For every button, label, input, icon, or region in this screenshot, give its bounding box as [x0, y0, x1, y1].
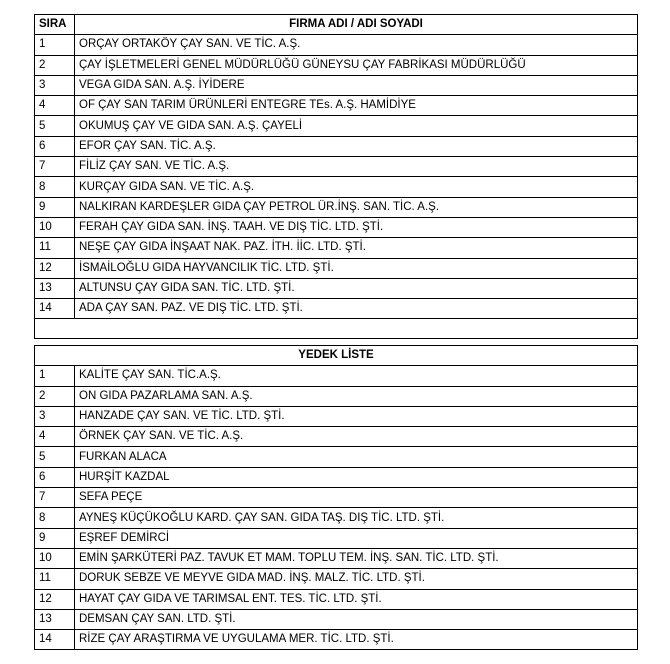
row-number: 1 [35, 366, 75, 386]
table-row [35, 299, 638, 319]
row-number: 2 [35, 386, 75, 406]
table-row [35, 569, 638, 589]
table-row [35, 96, 638, 116]
table-row [35, 406, 638, 426]
row-number: 3 [35, 406, 75, 426]
table-row [35, 488, 638, 508]
company-name: AYNEŞ KÜÇÜKOĞLU KARD. ÇAY SAN. GIDA TAŞ. DIŞ TİC. LTD. ŞTİ. [75, 508, 638, 528]
row-number: 5 [35, 447, 75, 467]
table-row [35, 177, 638, 197]
header-sira: SIRA [35, 15, 75, 35]
table-row [35, 508, 638, 528]
row-number: 13 [35, 609, 75, 629]
company-name: KURÇAY GIDA SAN. VE TİC. A.Ş. [75, 177, 638, 197]
table-row [35, 55, 638, 75]
row-number: 13 [35, 278, 75, 298]
company-name: EFOR ÇAY SAN. TİC. A.Ş. [75, 136, 638, 156]
table-row [35, 35, 638, 55]
header-row [35, 15, 638, 35]
reserve-list-table [34, 345, 638, 650]
row-number: 9 [35, 528, 75, 548]
table-row [35, 197, 638, 217]
table-row [35, 548, 638, 568]
table-row [35, 136, 638, 156]
company-name: NALKIRAN KARDEŞLER GIDA ÇAY PETROL ÜR.İNŞ. SAN. TİC. A.Ş. [75, 197, 638, 217]
company-name: OKUMUŞ ÇAY VE GIDA SAN. A.Ş. ÇAYELİ [75, 116, 638, 136]
blank-row [35, 319, 638, 339]
company-name: FİLİZ ÇAY SAN. VE TİC. A.Ş. [75, 157, 638, 177]
table-row [35, 467, 638, 487]
table-row [35, 366, 638, 386]
company-name: VEGA GIDA SAN. A.Ş. İYİDERE [75, 75, 638, 95]
row-number: 11 [35, 238, 75, 258]
table-row [35, 386, 638, 406]
table-row [35, 589, 638, 609]
company-name: RİZE ÇAY ARAŞTIRMA VE UYGULAMA MER. TİC. LTD. ŞTİ. [75, 630, 638, 650]
company-name: SEFA PEÇE [75, 488, 638, 508]
table-row [35, 630, 638, 650]
row-number: 6 [35, 467, 75, 487]
reserve-list-body [35, 366, 638, 650]
company-name: OF ÇAY SAN TARIM ÜRÜNLERİ ENTEGRE TEs. A.Ş. HAMİDİYE [75, 96, 638, 116]
company-name: ÇAY İŞLETMELERİ GENEL MÜDÜRLÜĞÜ GÜNEYSU ÇAY FABRİKASI MÜDÜRLÜĞÜ [75, 55, 638, 75]
company-name: ON GIDA PAZARLAMA SAN. A.Ş. [75, 386, 638, 406]
table-row [35, 116, 638, 136]
company-list-table [34, 14, 638, 339]
table-row [35, 258, 638, 278]
table-row [35, 75, 638, 95]
header-firma-adi: FIRMA ADI / ADI SOYADI [75, 15, 638, 35]
table-row [35, 427, 638, 447]
company-name: ÖRNEK ÇAY SAN. VE TİC. A.Ş. [75, 427, 638, 447]
table-row [35, 278, 638, 298]
row-number: 3 [35, 75, 75, 95]
row-number: 8 [35, 508, 75, 528]
company-name: ALTUNSU ÇAY GIDA SAN. TİC. LTD. ŞTİ. [75, 278, 638, 298]
company-name: HANZADE ÇAY SAN. VE TİC. LTD. ŞTİ. [75, 406, 638, 426]
row-number: 5 [35, 116, 75, 136]
table-row [35, 528, 638, 548]
company-name: EMİN ŞARKÜTERİ PAZ. TAVUK ET MAM. TOPLU TEM. İNŞ. SAN. TİC. LTD. ŞTİ. [75, 548, 638, 568]
reserve-list-title: YEDEK LİSTE [35, 346, 638, 366]
company-name: DEMSAN ÇAY SAN. LTD. ŞTİ. [75, 609, 638, 629]
row-number: 10 [35, 548, 75, 568]
row-number: 4 [35, 427, 75, 447]
row-number: 6 [35, 136, 75, 156]
table-row [35, 238, 638, 258]
blank-cell [35, 319, 638, 339]
company-list-body [35, 35, 638, 319]
row-number: 8 [35, 177, 75, 197]
table-row [35, 157, 638, 177]
row-number: 1 [35, 35, 75, 55]
table-row [35, 217, 638, 237]
row-number: 4 [35, 96, 75, 116]
company-name: İSMAİLOĞLU GIDA HAYVANCILIK TİC. LTD. ŞTİ. [75, 258, 638, 278]
row-number: 7 [35, 157, 75, 177]
company-name: DORUK SEBZE VE MEYVE GIDA MAD. İNŞ. MALZ. TİC. LTD. ŞTİ. [75, 569, 638, 589]
company-name: HAYAT ÇAY GIDA VE TARIMSAL ENT. TES. TİC. LTD. ŞTİ. [75, 589, 638, 609]
company-name: ADA ÇAY SAN. PAZ. VE DIŞ TİC. LTD. ŞTİ. [75, 299, 638, 319]
row-number: 2 [35, 55, 75, 75]
row-number: 7 [35, 488, 75, 508]
row-number: 12 [35, 258, 75, 278]
row-number: 14 [35, 299, 75, 319]
reserve-title-row [35, 346, 638, 366]
row-number: 10 [35, 217, 75, 237]
company-name: FURKAN ALACA [75, 447, 638, 467]
company-name: FERAH ÇAY GIDA SAN. İNŞ. TAAH. VE DIŞ TİC. LTD. ŞTİ. [75, 217, 638, 237]
company-name: HURŞİT KAZDAL [75, 467, 638, 487]
row-number: 9 [35, 197, 75, 217]
row-number: 11 [35, 569, 75, 589]
company-name: KALİTE ÇAY SAN. TİC.A.Ş. [75, 366, 638, 386]
table-row [35, 447, 638, 467]
company-name: EŞREF DEMİRCİ [75, 528, 638, 548]
table-row [35, 609, 638, 629]
company-name: NEŞE ÇAY GIDA İNŞAAT NAK. PAZ. İTH. İİC. LTD. ŞTİ. [75, 238, 638, 258]
row-number: 14 [35, 630, 75, 650]
company-name: ORÇAY ORTAKÖY ÇAY SAN. VE TİC. A.Ş. [75, 35, 638, 55]
row-number: 12 [35, 589, 75, 609]
